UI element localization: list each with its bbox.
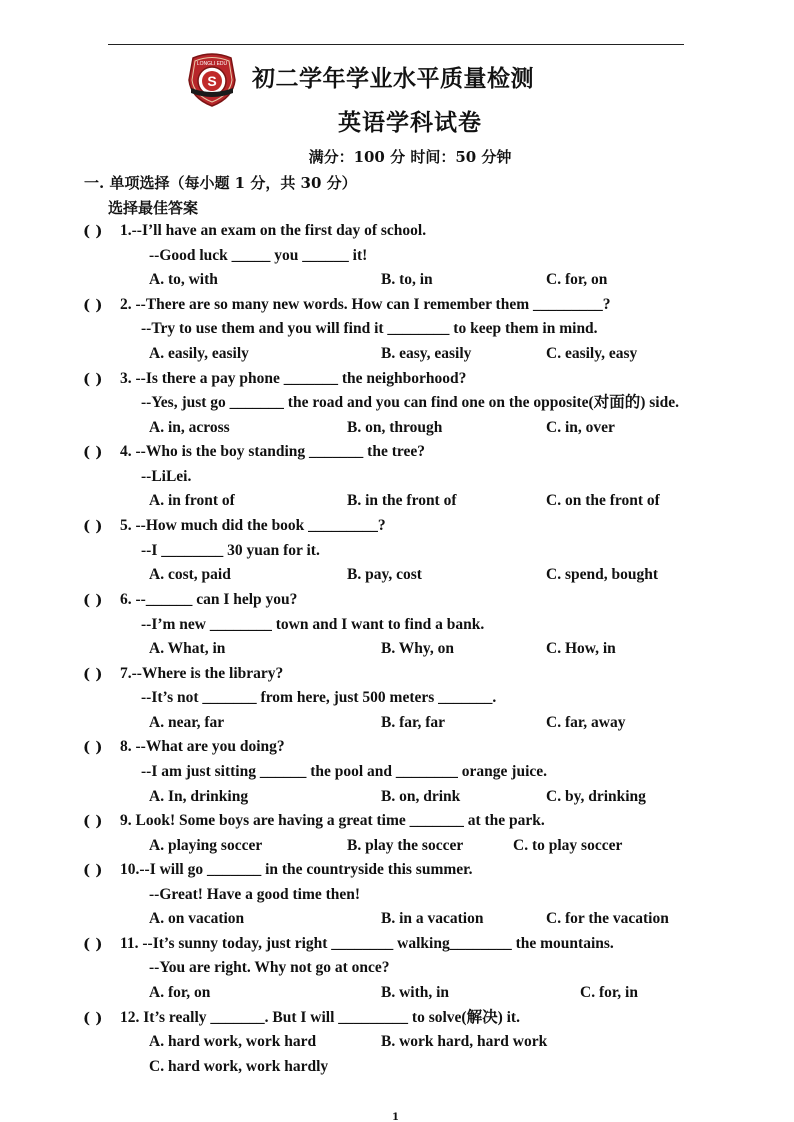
question-3-option-b: B. on, through [347,419,443,436]
answer-blank-q7[interactable]: ( ) [83,665,103,683]
question-12-stem: 12. It’s really _______. But I will _________ to solve(解决) it. [120,1009,520,1026]
question-11-option-c: C. for, in [580,984,638,1001]
question-4-option-a: A. in front of [149,492,235,509]
question-5-option-a: A. cost, paid [149,566,231,583]
school-logo [183,52,241,108]
question-5-option-b: B. pay, cost [347,566,422,583]
question-11-option-b: B. with, in [381,984,450,1001]
section-heading: 一. 单项选择（每小题 1 分，共 30 分） [84,174,357,192]
question-9-option-c: C. to play soccer [513,837,623,854]
question-9-stem: 9. Look! Some boys are having a great time _______ at the park. [120,812,545,829]
answer-blank-q11[interactable]: ( ) [83,935,103,953]
header-rule [108,44,684,45]
question-6-option-a: A. What, in [149,640,226,657]
question-9-option-b: B. play the soccer [347,837,464,854]
question-1-option-c: C. for, on [546,271,608,288]
answer-blank-q2[interactable]: ( ) [83,296,103,314]
question-10-option-a: A. on vacation [149,910,245,927]
question-7-stem: 7.--Where is the library? [120,665,284,682]
question-10-option-b: B. in a vacation [381,910,484,927]
answer-blank-q4[interactable]: ( ) [83,443,103,461]
section-instruction: 选择最佳答案 [108,199,199,217]
logo-text: LONGLI EDU [196,61,228,67]
question-7-option-a: A. near, far [149,714,225,731]
answer-blank-q8[interactable]: ( ) [83,738,103,756]
question-6-stem: 6. --______ can I help you? [120,591,298,608]
question-2-option-a: A. easily, easily [149,345,249,362]
question-4-stem: 4. --Who is the boy standing _______ the tree? [120,443,425,460]
question-10-option-c: C. for the vacation [546,910,669,927]
question-11-reply: --You are right. Why not go at once? [149,959,390,976]
question-2-option-b: B. easy, easily [381,345,472,362]
question-6-option-c: C. How, in [546,640,616,657]
question-8-option-b: B. on, drink [381,788,461,805]
question-3-option-c: C. in, over [546,419,615,436]
answer-blank-q5[interactable]: ( ) [83,517,103,535]
answer-blank-q12[interactable]: ( ) [83,1009,103,1027]
question-7-reply: --It’s not _______ from here, just 500 meters _______. [141,689,497,706]
question-2-reply: --Try to use them and you will find it ________ to keep them in mind. [141,320,598,337]
question-9-option-a: A. playing soccer [149,837,263,854]
question-3-option-a: A. in, across [149,419,230,436]
question-1-stem: 1.--I’ll have an exam on the first day of school. [120,222,427,239]
answer-blank-q9[interactable]: ( ) [83,812,103,830]
question-2-stem: 2. --There are so many new words. How can I remember them _________? [120,296,611,313]
exam-title: 初二学年学业水平质量检测 [252,65,534,92]
question-4-option-b: B. in the front of [347,492,457,509]
question-5-option-c: C. spend, bought [546,566,658,583]
question-1-option-a: A. to, with [149,271,218,288]
question-5-reply: --I ________ 30 yuan for it. [141,542,320,559]
question-7-option-b: B. far, far [381,714,445,731]
question-8-option-c: C. by, drinking [546,788,646,805]
answer-blank-q6[interactable]: ( ) [83,591,103,609]
question-3-reply: --Yes, just go _______ the road and you can find one on the opposite(对面的) side. [141,394,679,411]
question-6-reply: --I’m new ________ town and I want to find a bank. [141,616,485,633]
question-12-option-b: B. work hard, hard work [381,1033,548,1050]
question-10-stem: 10.--I will go _______ in the countryside this summer. [120,861,473,878]
answer-blank-q3[interactable]: ( ) [83,370,103,388]
question-2-option-c: C. easily, easy [546,345,638,362]
question-8-option-a: A. In, drinking [149,788,249,805]
svg-text:S: S [207,73,217,89]
question-4-option-c: C. on the front of [546,492,660,509]
score-time-info: 满分：100 分 时间：50 分钟 [308,148,512,166]
question-11-option-a: A. for, on [149,984,211,1001]
question-7-option-c: C. far, away [546,714,626,731]
question-11-stem: 11. --It’s sunny today, just right ________ walking________ the mountains. [120,935,614,952]
question-5-stem: 5. --How much did the book _________? [120,517,386,534]
question-12-option-a: A. hard work, work hard [149,1033,317,1050]
question-6-option-b: B. Why, on [381,640,454,657]
question-10-reply: --Great! Have a good time then! [149,886,361,903]
question-1-option-b: B. to, in [381,271,433,288]
page-number: 1 [392,1112,399,1122]
answer-blank-q1[interactable]: ( ) [83,222,103,240]
exam-subtitle: 英语学科试卷 [338,109,482,136]
answer-blank-q10[interactable]: ( ) [83,861,103,879]
question-3-stem: 3. --Is there a pay phone _______ the neighborhood? [120,370,467,387]
question-1-reply: --Good luck _____ you ______ it! [149,247,368,264]
question-12-option-c: C. hard work, work hardly [149,1058,329,1075]
question-8-stem: 8. --What are you doing? [120,738,285,755]
question-4-reply: --LiLei. [141,468,192,485]
question-8-reply: --I am just sitting ______ the pool and ________ orange juice. [141,763,548,780]
